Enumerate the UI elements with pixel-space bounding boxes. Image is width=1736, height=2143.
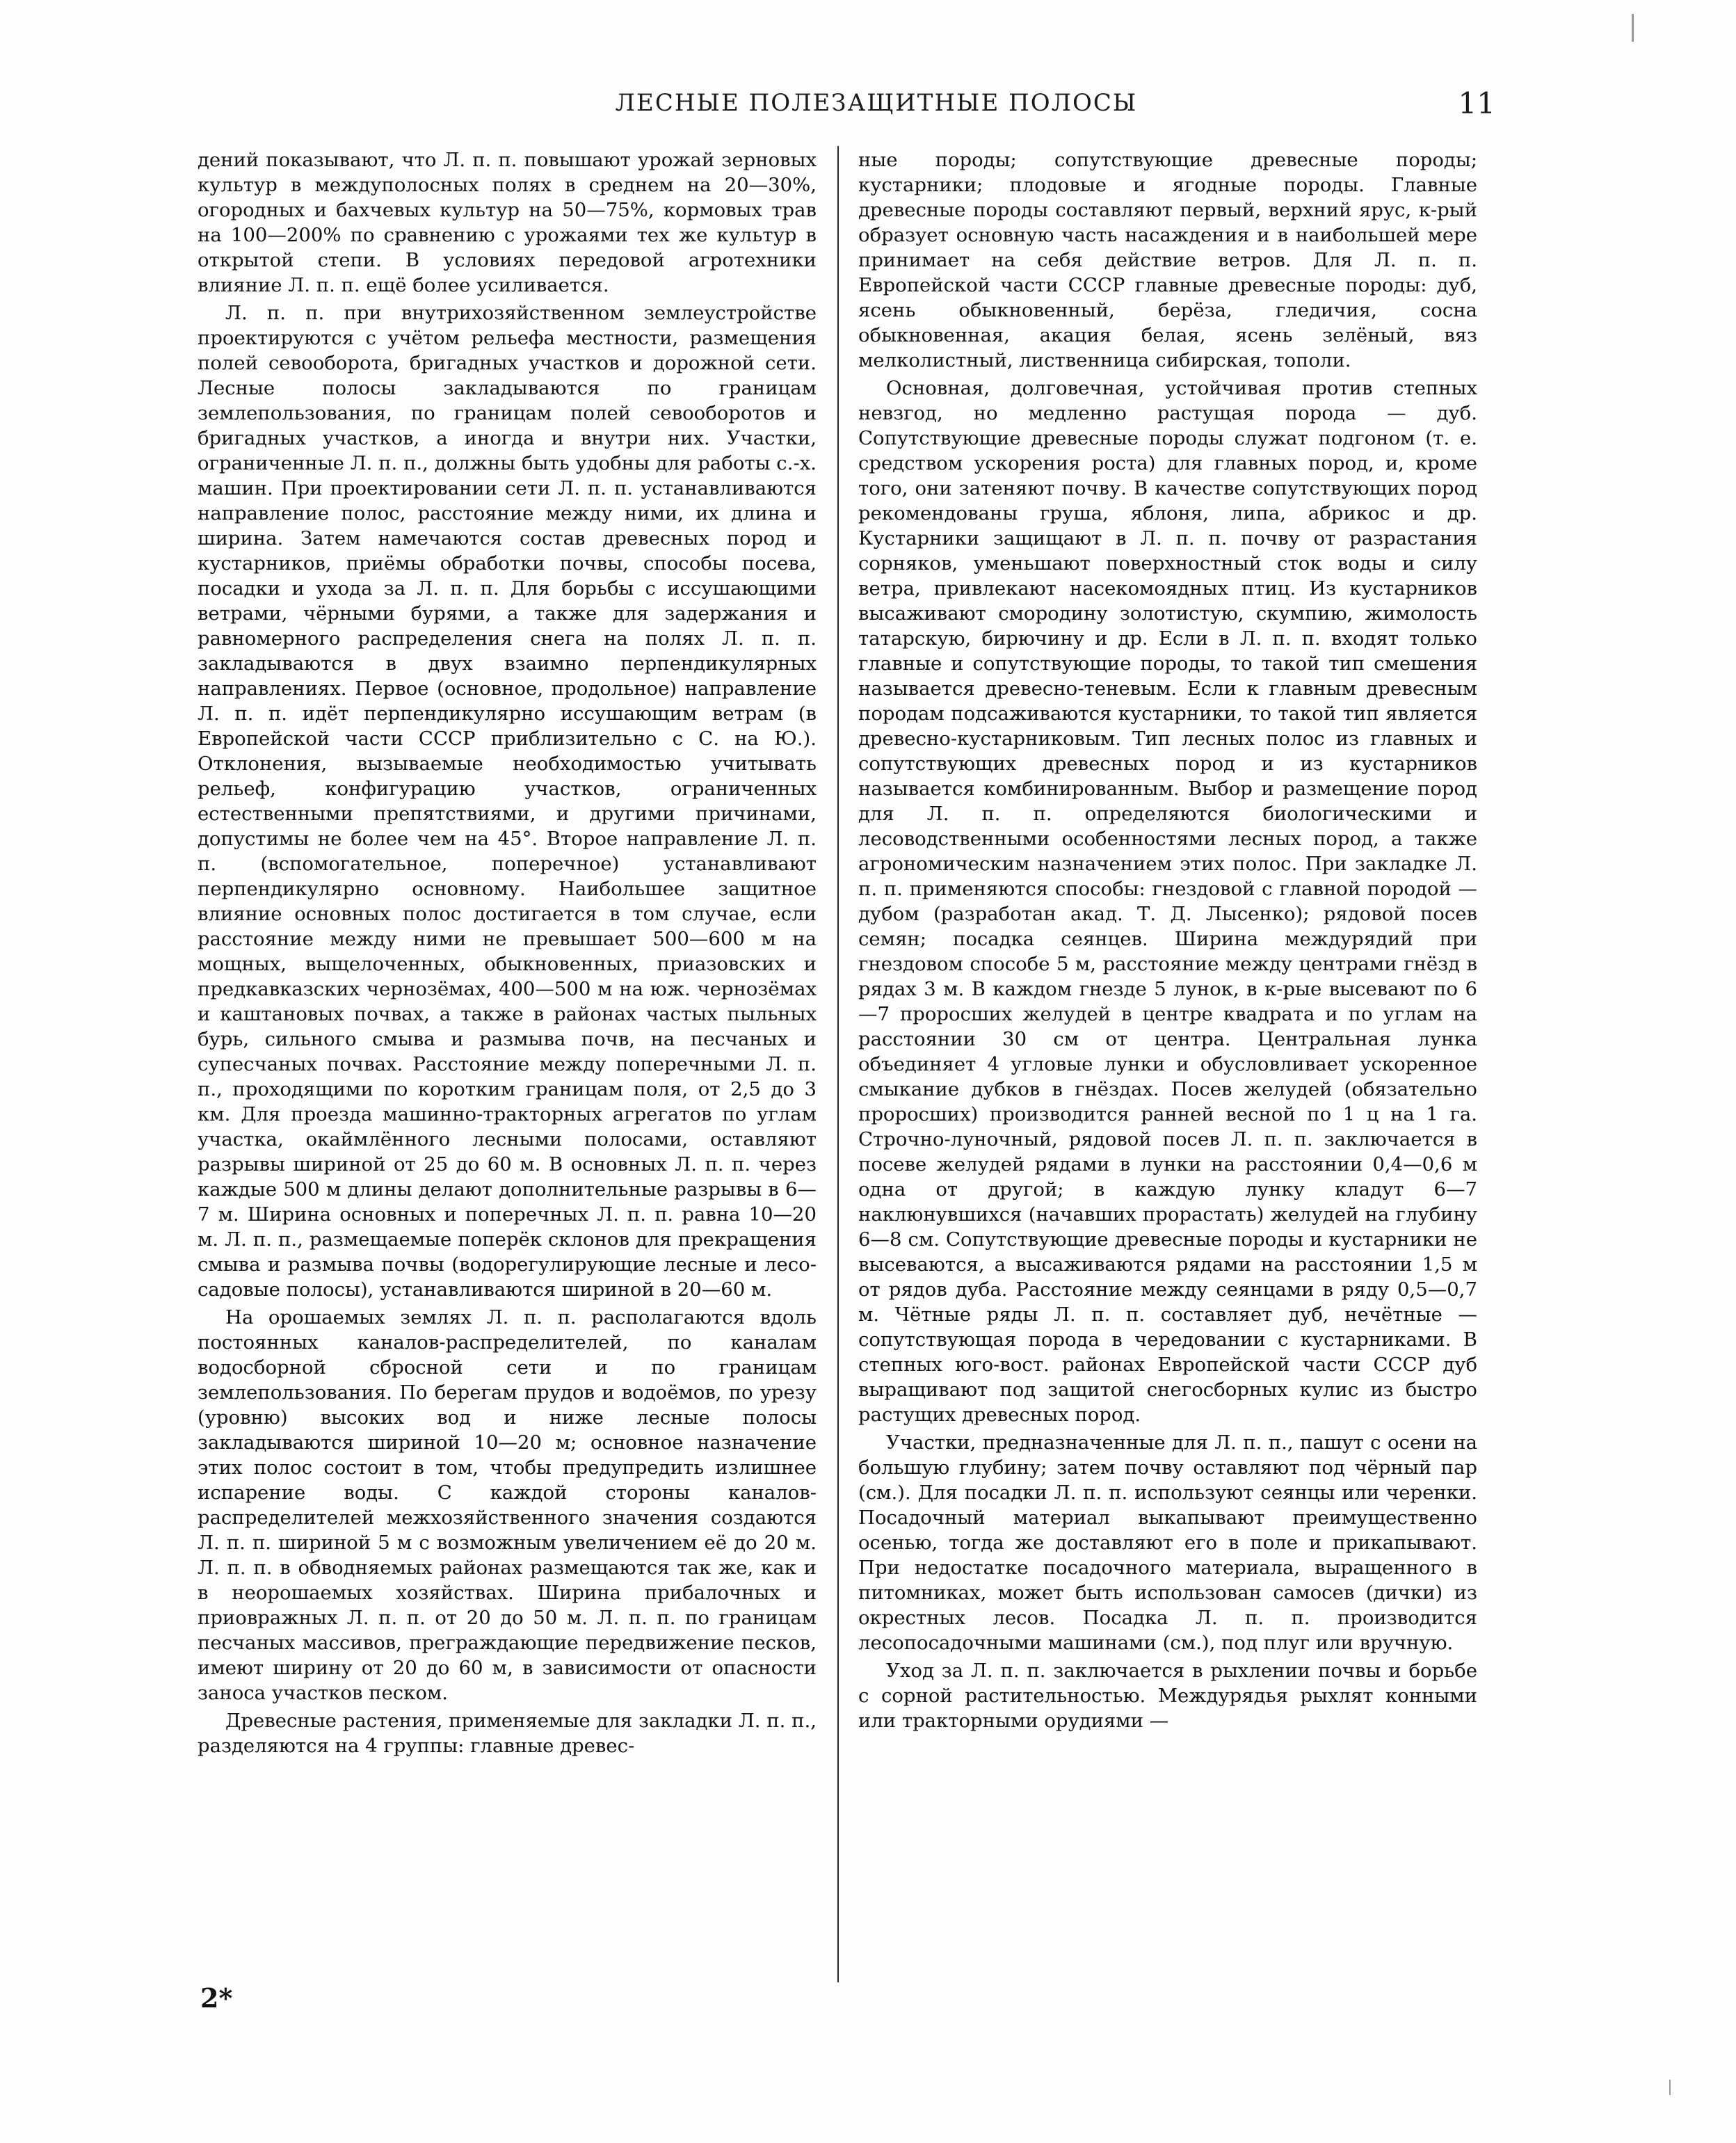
left-paragraph-3: На орошаемых землях Л. п. п. располагаются вдоль постоянных каналов-распределителей, по каналам водосборной сбросной сети и по границам землепользования. По берегам прудов и водоёмов, по урезу (уровню) высоких вод и ниже лесные полосы закладываются шириной 10—20 м; основное назначение этих полос состоит в том, чтобы предупредить излишнее испарение воды. С каждой стороны каналов-распределителей межхозяйственного значения создаются Л. п. п. шириной 5 м с возможным увеличением её до 20 м. Л. п. п. в обводняемых районах размещаются так же, как и в неорошаемых хозяйствах. Ширина прибалочных и приовражных Л. п. п. от 20 до 50 м. Л. п. п. по границам песчаных массивов, преграждающие передвижение песков, имеют ширину от 20 до 60 м, в зависимости от опасности заноса участков песком. [198,1306,817,1704]
left-paragraph-2: Л. п. п. при внутрихозяйственном землеустройстве проектируются с учётом рельефа местности, размещения полей севооборота, бригадных участков и дорожной сети. Лесные полосы закладываются по границам землепользования, по границам полей севооборотов и бригадных участков, а иногда и внутри них. Участки, ограниченные Л. п. п., должны быть удобны для работы с.-х. машин. При проектировании сети Л. п. п. устанавливаются направление полос, расстояние между ними, их длина и ширина. Затем намечаются состав древесных пород и кустарников, приёмы обработки почвы, способы посева, посадки и ухода за Л. п. п. Для борьбы с иссушающими ветрами, чёрными бурями, а также для задержания и равномерного распределения снега на полях Л. п. п. закладываются в двух взаимно перпендикулярных направлениях. Первое (основное, продольное) направление Л. п. п. идёт перпендикулярно иссушающим ветрам (в Европейской части СССР приблизительно с С. на Ю.). Отклонения, вызываемые необходимостью учитывать рельеф, конфигурацию участков, ограниченных естественными препятствиями, и другими причинами, допустимы не более чем на 45°. Второе направление Л. п. п. (вспомогательное, поперечное) устанавливают перпендикулярно основному. Наибольшее защитное влияние основных полос достигается в том случае, если расстояние между ними не превышает 500—600 м на мощных, выщелоченных, обыкновенных, приазовских и предкавказских чернозёмах, 400—500 м на юж. чернозёмах и каштановых почвах, а также в районах частых пыльных бурь, сильного смыва и размыва почв, на песчаных и супесчаных почвах. Расстояние между поперечными Л. п. п., проходящими по коротким границам поля, от 2,5 до 3 км. Для проезда машинно-тракторных агрегатов по углам участка, окаймлённого лесными полосами, оставляют разрывы шириной от 25 до 60 м. В основных Л. п. п. через каждые 500 м длины делают дополнительные разрывы в 6—7 м. Ширина основных и поперечных Л. п. п. равна 10—20 м. Л. п. п., размещаемые поперёк склонов для прекращения смыва и размыва почвы (водорегулирующие лесные и лесо-садовые полосы), устанавливаются шириной в 20—60 м. [198,302,817,1301]
right-paragraph-1: ные породы; сопутствующие древесные породы; кустарники; плодовые и ягодные породы. Главные древесные породы составляют первый, верхний ярус, к-рый образует основную часть насаждения и в наибольшей мере принимает на себя действие ветров. Для Л. п. п. Европейской части СССР главные древесные породы: дуб, ясень обыкновенный, берёза, гледичия, сосна обыкновенная, акация белая, ясень зелёный, вяз мелколистный, лиственница сибирская, тополи. [858,149,1477,371]
running-head-title: ЛЕСНЫЕ ПОЛЕЗАЩИТНЫЕ ПОЛОСЫ [615,89,1138,117]
left-paragraph-1: дений показывают, что Л. п. п. повышают урожай зерновых культур в междуполосных полях в среднем на 20—30%, огородных и бахчевых культур на 50—75%, кормовых трав на 100—200% по сравнению с урожаями тех же культур в открытой степи. В условиях передовой агротехники влияние Л. п. п. ещё более усиливается. [198,149,817,296]
right-paragraph-3: Участки, предназначенные для Л. п. п., пашут с осени на большую глубину; затем почву оставляют под чёрный пар (см.). Для посадки Л. п. п. используют сеянцы или черенки. Посадочный материал выкапывают преимущественно осенью, тогда же доставляют его в поле и прикапывают. При недостатке посадочного материала, выращенного в питомниках, может быть использован самосев (дички) из окрестных лесов. Посадка Л. п. п. производится лесопосадочными машинами (см.), под плуг или вручную. [858,1431,1477,1654]
right-paragraph-4: Уход за Л. п. п. заключается в рыхлении почвы и борьбе с сорной растительностью. Междурядья рыхлят конными или тракторными орудиями — [858,1660,1477,1732]
column-divider [837,146,839,1982]
signature-mark: 2* [200,1982,233,2014]
scan-artifact-bottom [1669,2080,1671,2095]
right-paragraph-2: Основная, долговечная, устойчивая против степных невзгод, но медленно растущая порода — дуб. Сопутствующие древесные породы служат подгоном (т. е. средством ускорения роста) для главных пород, и, кроме того, они затеняют почву. В качестве сопутствующих пород рекомендованы груша, яблоня, липа, абрикос и др. Кустарники защищают в Л. п. п. почву от разрастания сорняков, уменьшают поверхностный сток воды и силу ветра, привлекают насекомоядных птиц. Из кустарников высаживают смородину золотистую, скумпию, жимолость татарскую, бирючину и др. Если в Л. п. п. входят только главные и сопутствующие породы, то такой тип смешения называется древесно-теневым. Если к главным древесным породам подсаживаются кустарники, то такой тип является древесно-кустарниковым. Тип лесных полос из главных и сопутствующих древесных пород и из кустарников называется комбинированным. Выбор и размещение пород для Л. п. п. определяются биологическими и лесоводственными особенностями лесных пород, а также агрономическим назначением этих полос. При закладке Л. п. п. применяются способы: гнездовой с главной породой — дубом (разработан акад. Т. Д. Лысенко); рядовой посев семян; посадка сеянцев. Ширина междурядий при гнездовом способе 5 м, расстояние между центрами гнёзд в рядах 3 м. В каждом гнезде 5 лунок, в к-рые высевают по 6—7 проросших желудей в центре квадрата и по углам на расстоянии 30 см от центра. Центральная лунка объединяет 4 угловые лунки и обусловливает ускоренное смыкание дубков в гнёздах. Посев желудей (обязательно проросших) производится ранней весной по 1 ц на 1 га. Строчно-луночный, рядовой посев Л. п. п. заключается в посеве желудей рядами в лунки на расстоянии 0,4—0,6 м одна от другой; в каждую лунку кладут 6—7 наклюнувшихся (начавших прорастать) желудей на глубину 6—8 см. Сопутствующие древесные породы и кустарники не высеваются, а высаживаются рядами на расстоянии 1,5 м от рядов дуба. Расстояние между сеянцами в ряду 0,5—0,7 м. Чётные ряды Л. п. п. составляет дуб, нечётные — сопутствующая порода в чередовании с кустарниками. В степных юго-вост. районах Европейской части СССР дуб выращивают под защитой снегосборных кулис из быстро растущих древесных пород. [858,377,1477,1426]
left-column [198,147,817,1970]
right-column [858,147,1477,1949]
page-number: 11 [1458,86,1495,120]
scan-artifact-top [1632,14,1634,42]
left-paragraph-4: Древесные растения, применяемые для закладки Л. п. п., разделяются на 4 группы: главные древес- [198,1710,817,1757]
